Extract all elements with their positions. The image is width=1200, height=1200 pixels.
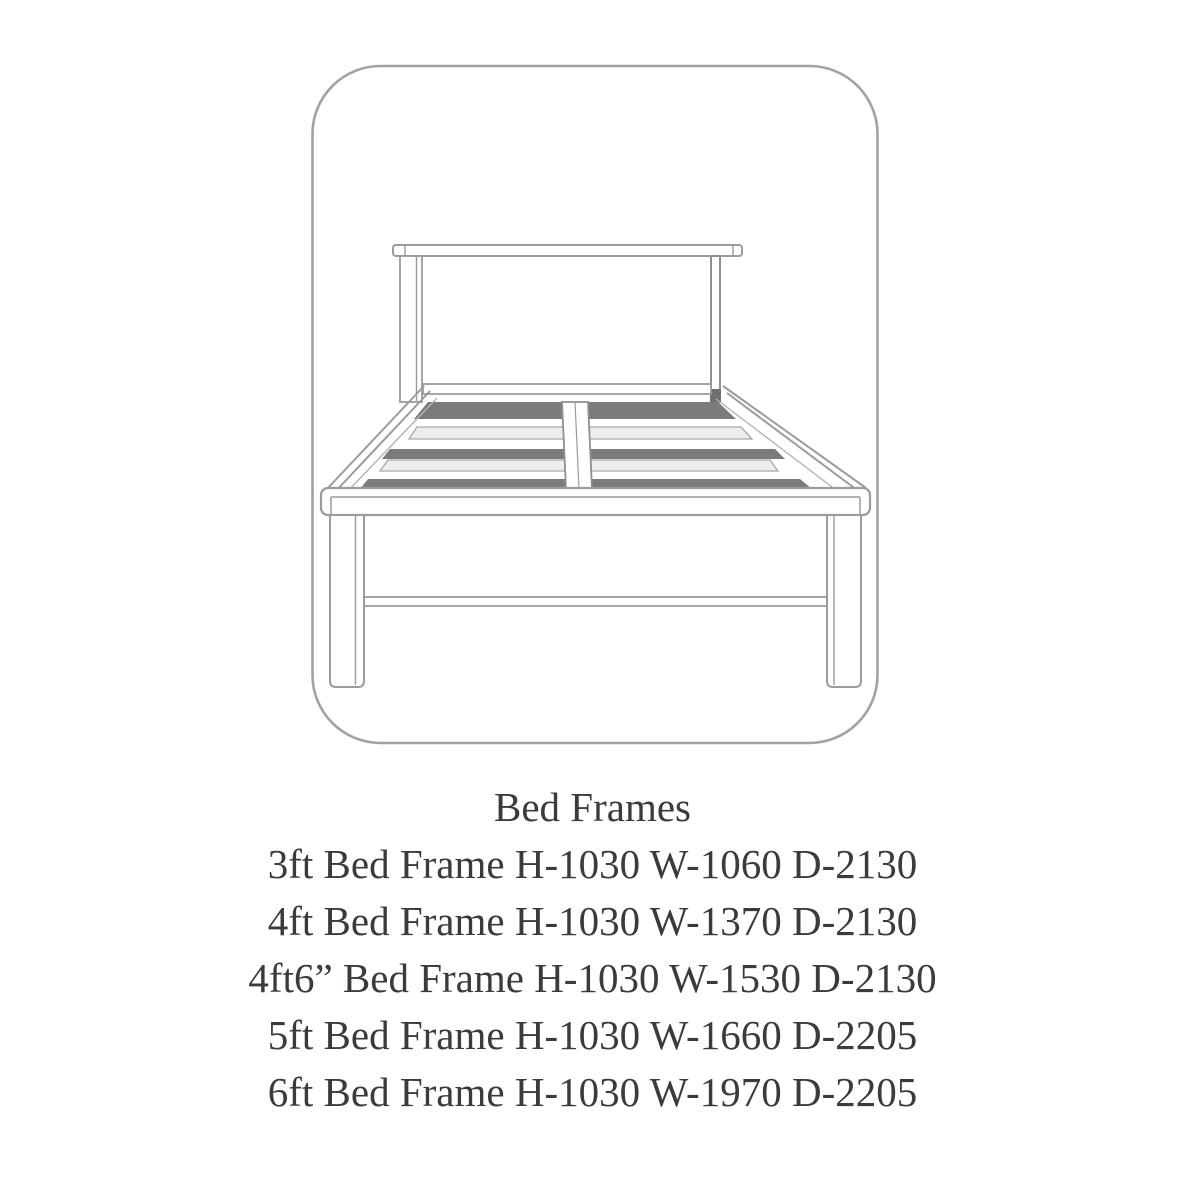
bed-side-rail-left	[327, 386, 437, 495]
spec-line-6ft: 6ft Bed Frame H-1030 W-1970 D-2205	[267, 1069, 918, 1115]
spec-line-4ft: 4ft Bed Frame H-1030 W-1370 D-2130	[267, 898, 918, 944]
spec-line-4ft6: 4ft6” Bed Frame H-1030 W-1530 D-2130	[248, 955, 937, 1001]
bed-center-rail	[562, 402, 592, 489]
spec-line-3ft: 3ft Bed Frame H-1030 W-1060 D-2130	[267, 841, 918, 887]
spec-line-5ft: 5ft Bed Frame H-1030 W-1660 D-2205	[267, 1012, 918, 1058]
bed-headboard	[393, 245, 742, 403]
spec-title: Bed Frames	[494, 784, 691, 830]
bed-footboard	[321, 488, 870, 687]
spec-list	[0, 779, 1185, 1121]
